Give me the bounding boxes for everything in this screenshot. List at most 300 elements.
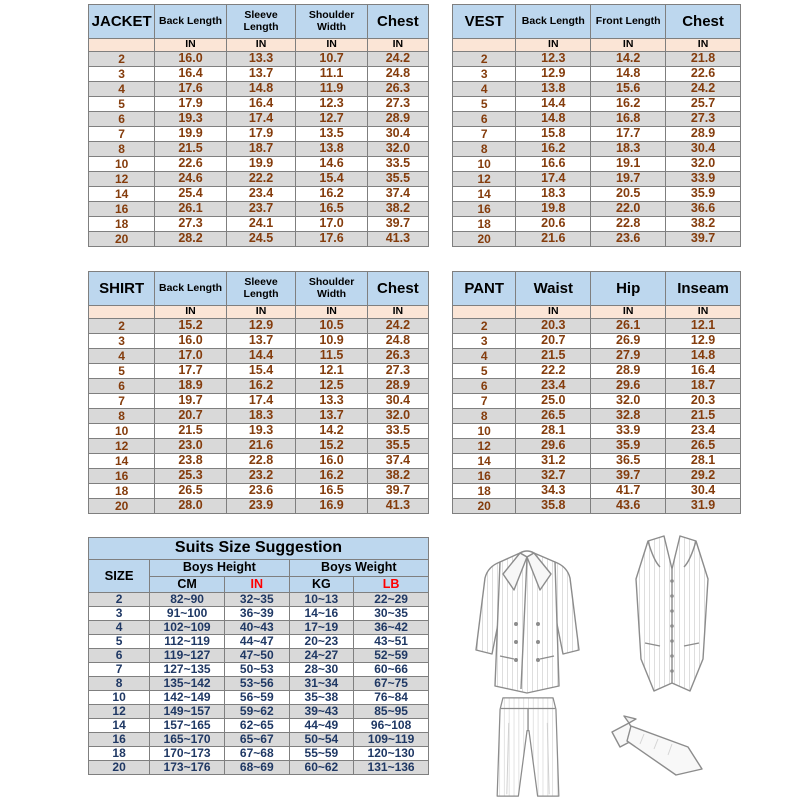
size-cell: 14: [89, 187, 155, 202]
jacket-size-table: [88, 4, 429, 247]
value-cell: 23.4: [226, 187, 296, 202]
table-row: [453, 424, 741, 439]
value-cell: 67~68: [224, 747, 289, 761]
table-title: SHIRT: [89, 272, 155, 306]
value-cell: 19.9: [155, 127, 226, 142]
size-cell: 3: [453, 67, 516, 82]
value-cell: 11.1: [296, 67, 367, 82]
value-cell: 27.3: [367, 364, 428, 379]
unit-header: KG: [289, 577, 354, 593]
size-cell: 4: [89, 621, 150, 635]
value-cell: 20.7: [516, 334, 591, 349]
size-cell: 8: [89, 142, 155, 157]
value-cell: 14~16: [289, 607, 354, 621]
table-row: [89, 319, 429, 334]
value-cell: 14.8: [226, 82, 296, 97]
table-row: [89, 97, 429, 112]
table-row: [89, 705, 429, 719]
shirt-size-table: [88, 271, 429, 514]
table-row: [453, 67, 741, 82]
size-cell: 3: [89, 607, 150, 621]
value-cell: 131~136: [354, 761, 429, 775]
value-cell: 127~135: [150, 663, 225, 677]
size-cell: 5: [453, 364, 516, 379]
value-cell: 76~84: [354, 691, 429, 705]
value-cell: 17.7: [155, 364, 226, 379]
table-row: [453, 379, 741, 394]
value-cell: 173~176: [150, 761, 225, 775]
size-cell: 10: [453, 157, 516, 172]
value-cell: 19.9: [226, 157, 296, 172]
value-cell: 17.4: [226, 112, 296, 127]
table-row: [453, 127, 741, 142]
value-cell: 30.4: [666, 142, 741, 157]
value-cell: 22~29: [354, 593, 429, 607]
size-cell: 5: [89, 97, 155, 112]
value-cell: 23.2: [226, 469, 296, 484]
value-cell: 18.7: [666, 379, 741, 394]
value-cell: 157~165: [150, 719, 225, 733]
size-cell: 18: [453, 217, 516, 232]
value-cell: 14.4: [516, 97, 591, 112]
value-cell: 33.5: [367, 424, 428, 439]
size-cell: 2: [89, 593, 150, 607]
value-cell: 16.2: [516, 142, 591, 157]
boys-height-header: Boys Height: [150, 560, 289, 577]
value-cell: 18.9: [155, 379, 226, 394]
table-row: [453, 82, 741, 97]
table-row: [89, 142, 429, 157]
value-cell: 26.1: [155, 202, 226, 217]
value-cell: 30.4: [666, 484, 741, 499]
table-row: [453, 454, 741, 469]
table-row: [453, 112, 741, 127]
unit-label: IN: [666, 306, 741, 319]
value-cell: 44~49: [289, 719, 354, 733]
value-cell: 20.3: [666, 394, 741, 409]
value-cell: 36~42: [354, 621, 429, 635]
table-row: [453, 97, 741, 112]
size-cell: 6: [89, 649, 150, 663]
value-cell: 20.7: [155, 409, 226, 424]
value-cell: 102~109: [150, 621, 225, 635]
value-cell: 52~59: [354, 649, 429, 663]
table-row: [89, 82, 429, 97]
value-cell: 142~149: [150, 691, 225, 705]
value-cell: 27.9: [591, 349, 666, 364]
value-cell: 12.5: [296, 379, 367, 394]
value-cell: 21.6: [516, 232, 591, 247]
table-row: [89, 232, 429, 247]
value-cell: 28.9: [367, 112, 428, 127]
value-cell: 24.2: [367, 319, 428, 334]
value-cell: 120~130: [354, 747, 429, 761]
value-cell: 16.9: [296, 499, 367, 514]
value-cell: 29.6: [591, 379, 666, 394]
table-row: [453, 484, 741, 499]
value-cell: 16.2: [226, 379, 296, 394]
value-cell: 36~39: [224, 607, 289, 621]
value-cell: 30.4: [367, 394, 428, 409]
value-cell: 30.4: [367, 127, 428, 142]
unit-spacer: [89, 306, 155, 319]
value-cell: 31.2: [516, 454, 591, 469]
size-cell: 5: [89, 635, 150, 649]
table-row: [453, 232, 741, 247]
size-cell: 7: [453, 394, 516, 409]
value-cell: 32.8: [591, 409, 666, 424]
table-row: [89, 127, 429, 142]
value-cell: 39.7: [367, 484, 428, 499]
size-cell: 10: [89, 424, 155, 439]
table-row: [453, 157, 741, 172]
value-cell: 35.5: [367, 439, 428, 454]
value-cell: 24.8: [367, 334, 428, 349]
size-cell: 8: [89, 677, 150, 691]
value-cell: 27.3: [666, 112, 741, 127]
value-cell: 14.6: [296, 157, 367, 172]
size-cell: 7: [453, 127, 516, 142]
value-cell: 39.7: [666, 232, 741, 247]
value-cell: 50~54: [289, 733, 354, 747]
value-cell: 14.4: [226, 349, 296, 364]
column-header: Back Length: [155, 5, 226, 39]
value-cell: 15.2: [296, 439, 367, 454]
value-cell: 20.5: [591, 187, 666, 202]
value-cell: 33.5: [367, 157, 428, 172]
size-cell: 4: [453, 349, 516, 364]
table-row: [89, 499, 429, 514]
table-row: [89, 439, 429, 454]
table-row: [89, 607, 429, 621]
value-cell: 14.2: [591, 52, 666, 67]
value-cell: 10.9: [296, 334, 367, 349]
column-header: Back Length: [516, 5, 591, 39]
value-cell: 23.9: [226, 499, 296, 514]
value-cell: 39.7: [591, 469, 666, 484]
value-cell: 16.2: [296, 187, 367, 202]
value-cell: 35.8: [516, 499, 591, 514]
value-cell: 12.9: [226, 319, 296, 334]
value-cell: 16.5: [296, 202, 367, 217]
size-cell: 14: [89, 719, 150, 733]
value-cell: 17.9: [155, 97, 226, 112]
value-cell: 16.4: [155, 67, 226, 82]
size-cell: 20: [89, 761, 150, 775]
pants-illustration: [486, 694, 570, 800]
value-cell: 28.9: [591, 364, 666, 379]
table-row: [453, 217, 741, 232]
value-cell: 26.3: [367, 349, 428, 364]
size-cell: 18: [453, 484, 516, 499]
value-cell: 25.0: [516, 394, 591, 409]
size-cell: 16: [89, 469, 155, 484]
value-cell: 32.0: [591, 394, 666, 409]
value-cell: 22.6: [155, 157, 226, 172]
size-cell: 16: [89, 202, 155, 217]
value-cell: 38.2: [367, 469, 428, 484]
table-row: [89, 484, 429, 499]
value-cell: 24~27: [289, 649, 354, 663]
table-row: [89, 677, 429, 691]
value-cell: 32.7: [516, 469, 591, 484]
value-cell: 24.5: [226, 232, 296, 247]
value-cell: 35.9: [591, 439, 666, 454]
value-cell: 23.6: [226, 484, 296, 499]
table-row: [453, 52, 741, 67]
value-cell: 26.9: [591, 334, 666, 349]
value-cell: 16.2: [591, 97, 666, 112]
value-cell: 19.3: [155, 112, 226, 127]
column-header: Inseam: [666, 272, 741, 306]
size-cell: 5: [453, 97, 516, 112]
value-cell: 41.3: [367, 232, 428, 247]
column-header: Shoulder Width: [296, 5, 367, 39]
table-row: [453, 364, 741, 379]
size-cell: 14: [89, 454, 155, 469]
value-cell: 19.7: [591, 172, 666, 187]
value-cell: 53~56: [224, 677, 289, 691]
value-cell: 17.6: [155, 82, 226, 97]
unit-label: IN: [591, 39, 666, 52]
value-cell: 15.8: [516, 127, 591, 142]
value-cell: 18.3: [516, 187, 591, 202]
value-cell: 17.7: [591, 127, 666, 142]
value-cell: 18.7: [226, 142, 296, 157]
column-header: Shoulder Width: [296, 272, 367, 306]
value-cell: 26.1: [591, 319, 666, 334]
table-row: [89, 454, 429, 469]
value-cell: 22.0: [591, 202, 666, 217]
value-cell: 25.7: [666, 97, 741, 112]
size-cell: 12: [89, 172, 155, 187]
value-cell: 17.4: [226, 394, 296, 409]
value-cell: 16.4: [666, 364, 741, 379]
column-header: Waist: [516, 272, 591, 306]
value-cell: 25.3: [155, 469, 226, 484]
value-cell: 23.6: [591, 232, 666, 247]
size-cell: 12: [89, 705, 150, 719]
value-cell: 24.2: [367, 52, 428, 67]
unit-label: IN: [296, 306, 367, 319]
size-cell: 16: [453, 469, 516, 484]
table-row: [89, 747, 429, 761]
value-cell: 31.9: [666, 499, 741, 514]
value-cell: 17~19: [289, 621, 354, 635]
vest-illustration: [602, 533, 742, 705]
value-cell: 22.2: [516, 364, 591, 379]
table-row: [89, 172, 429, 187]
value-cell: 24.1: [226, 217, 296, 232]
table-row: [453, 187, 741, 202]
value-cell: 16.0: [155, 334, 226, 349]
unit-label: IN: [155, 306, 226, 319]
value-cell: 43.6: [591, 499, 666, 514]
size-cell: 4: [453, 82, 516, 97]
value-cell: 21.5: [666, 409, 741, 424]
value-cell: 56~59: [224, 691, 289, 705]
value-cell: 65~67: [224, 733, 289, 747]
value-cell: 32~35: [224, 593, 289, 607]
size-cell: 12: [453, 439, 516, 454]
value-cell: 16.5: [296, 484, 367, 499]
value-cell: 85~95: [354, 705, 429, 719]
value-cell: 21.5: [155, 424, 226, 439]
column-header: Sleeve Length: [226, 5, 296, 39]
value-cell: 14.8: [516, 112, 591, 127]
size-cell: 18: [89, 217, 155, 232]
unit-spacer: [89, 39, 155, 52]
unit-spacer: [453, 306, 516, 319]
table-row: [89, 394, 429, 409]
table-row: [453, 499, 741, 514]
size-cell: 20: [453, 232, 516, 247]
value-cell: 33.9: [666, 172, 741, 187]
value-cell: 36.5: [591, 454, 666, 469]
value-cell: 16.0: [296, 454, 367, 469]
value-cell: 11.5: [296, 349, 367, 364]
value-cell: 17.4: [516, 172, 591, 187]
value-cell: 28~30: [289, 663, 354, 677]
value-cell: 10.5: [296, 319, 367, 334]
value-cell: 170~173: [150, 747, 225, 761]
value-cell: 96~108: [354, 719, 429, 733]
value-cell: 149~157: [150, 705, 225, 719]
size-cell: 6: [89, 379, 155, 394]
size-cell: 7: [89, 663, 150, 677]
value-cell: 16.0: [155, 52, 226, 67]
value-cell: 28.2: [155, 232, 226, 247]
value-cell: 12.9: [516, 67, 591, 82]
value-cell: 17.0: [155, 349, 226, 364]
value-cell: 38.2: [666, 217, 741, 232]
value-cell: 39.7: [367, 217, 428, 232]
table-row: [453, 202, 741, 217]
unit-label: IN: [367, 306, 428, 319]
value-cell: 20.3: [516, 319, 591, 334]
value-cell: 11.9: [296, 82, 367, 97]
value-cell: 60~66: [354, 663, 429, 677]
size-cell: 6: [453, 379, 516, 394]
boys-weight-header: Boys Weight: [289, 560, 428, 577]
value-cell: 17.9: [226, 127, 296, 142]
value-cell: 37.4: [367, 454, 428, 469]
value-cell: 16.4: [226, 97, 296, 112]
value-cell: 91~100: [150, 607, 225, 621]
size-cell: 16: [453, 202, 516, 217]
table-row: [89, 52, 429, 67]
table-row: [89, 733, 429, 747]
table-row: [453, 349, 741, 364]
value-cell: 12.7: [296, 112, 367, 127]
value-cell: 20.6: [516, 217, 591, 232]
value-cell: 17.6: [296, 232, 367, 247]
column-header: Chest: [367, 272, 428, 306]
size-cell: 7: [89, 127, 155, 142]
size-cell: 2: [453, 52, 516, 67]
value-cell: 35~38: [289, 691, 354, 705]
table-row: [453, 142, 741, 157]
value-cell: 10~13: [289, 593, 354, 607]
vest-size-table: [452, 4, 741, 247]
table-row: [453, 172, 741, 187]
column-header: Back Length: [155, 272, 226, 306]
table-row: [89, 349, 429, 364]
size-column-header: SIZE: [89, 560, 150, 593]
size-cell: 14: [453, 454, 516, 469]
unit-label: IN: [296, 39, 367, 52]
table-row: [453, 334, 741, 349]
table-row: [453, 469, 741, 484]
size-cell: 8: [453, 142, 516, 157]
value-cell: 17.0: [296, 217, 367, 232]
size-cell: 2: [89, 319, 155, 334]
value-cell: 39~43: [289, 705, 354, 719]
value-cell: 29.6: [516, 439, 591, 454]
column-header: Front Length: [591, 5, 666, 39]
value-cell: 16.8: [591, 112, 666, 127]
size-cell: 16: [89, 733, 150, 747]
value-cell: 18.3: [226, 409, 296, 424]
necktie-illustration: [596, 710, 716, 796]
value-cell: 24.2: [666, 82, 741, 97]
value-cell: 32.0: [666, 157, 741, 172]
size-cell: 4: [89, 82, 155, 97]
table-row: [89, 635, 429, 649]
value-cell: 82~90: [150, 593, 225, 607]
size-cell: 2: [89, 52, 155, 67]
value-cell: 112~119: [150, 635, 225, 649]
value-cell: 13.8: [296, 142, 367, 157]
value-cell: 12.1: [666, 319, 741, 334]
unit-header: LB: [354, 577, 429, 593]
table-row: [453, 394, 741, 409]
value-cell: 19.8: [516, 202, 591, 217]
size-cell: 3: [453, 334, 516, 349]
value-cell: 26.5: [666, 439, 741, 454]
value-cell: 20~23: [289, 635, 354, 649]
size-cell: 6: [89, 112, 155, 127]
pant-size-table: [452, 271, 741, 514]
size-cell: 2: [453, 319, 516, 334]
value-cell: 60~62: [289, 761, 354, 775]
value-cell: 22.6: [666, 67, 741, 82]
value-cell: 13.3: [226, 52, 296, 67]
size-cell: 20: [89, 499, 155, 514]
value-cell: 165~170: [150, 733, 225, 747]
value-cell: 35.5: [367, 172, 428, 187]
size-cell: 3: [89, 67, 155, 82]
value-cell: 12.9: [666, 334, 741, 349]
unit-label: IN: [155, 39, 226, 52]
value-cell: 40~43: [224, 621, 289, 635]
value-cell: 15.6: [591, 82, 666, 97]
table-row: [89, 67, 429, 82]
value-cell: 15.2: [155, 319, 226, 334]
value-cell: 32.0: [367, 409, 428, 424]
value-cell: 21.5: [516, 349, 591, 364]
value-cell: 119~127: [150, 649, 225, 663]
value-cell: 22.2: [226, 172, 296, 187]
value-cell: 41.7: [591, 484, 666, 499]
table-row: [453, 439, 741, 454]
value-cell: 13.7: [226, 67, 296, 82]
value-cell: 12.3: [516, 52, 591, 67]
value-cell: 135~142: [150, 677, 225, 691]
size-cell: 10: [89, 157, 155, 172]
value-cell: 13.7: [296, 409, 367, 424]
size-cell: 10: [453, 424, 516, 439]
